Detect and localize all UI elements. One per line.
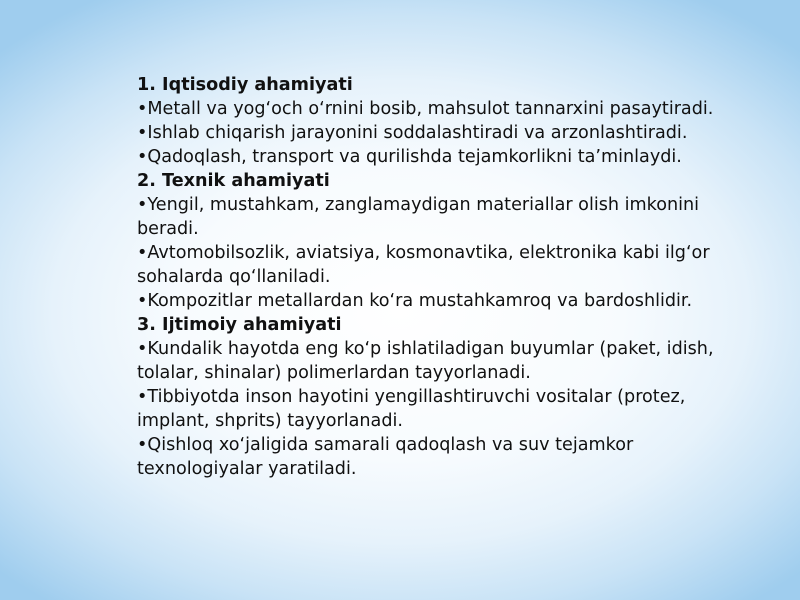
section-economic	[137, 73, 757, 169]
bullet-item: •Qadoqlash, transport va qurilishda tejamkorlikni ta’minlaydi.	[137, 147, 682, 167]
section-technical	[137, 169, 757, 313]
bullet-item: •Avtomobilsozlik, aviatsiya, kosmonavtika, elektronika kabi ilg‘or sohalarda qo‘llaniladi.	[137, 243, 710, 287]
bullet-item: •Ishlab chiqarish jarayonini soddalashtiradi va arzonlashtiradi.	[137, 123, 688, 143]
bullet-item: •Kundalik hayotda eng ko‘p ishlatiladigan buyumlar (paket, idish, tolalar, shinalar) polimerlardan tayyorlanadi.	[137, 339, 714, 383]
section-heading: 1. Iqtisodiy ahamiyati	[137, 75, 353, 95]
bullet-item: •Metall va yog‘och o‘rnini bosib, mahsulot tannarxini pasaytiradi.	[137, 99, 714, 119]
bullet-item: •Yengil, mustahkam, zanglamaydigan materiallar olish imkonini beradi.	[137, 195, 700, 239]
section-social	[137, 313, 757, 481]
section-heading: 3. Ijtimoiy ahamiyati	[137, 315, 342, 335]
section-heading: 2. Texnik ahamiyati	[137, 171, 330, 191]
bullet-item: •Tibbiyotda inson hayotini yengillashtiruvchi vositalar (protez, implant, shprits) tayyorlanadi.	[137, 387, 686, 431]
slide-content	[137, 73, 757, 481]
bullet-item: •Kompozitlar metallardan ko‘ra mustahkamroq va bardoshlidir.	[137, 291, 693, 311]
bullet-item: •Qishloq xo‘jaligida samarali qadoqlash va suv tejamkor texnologiyalar yaratiladi.	[137, 435, 634, 479]
